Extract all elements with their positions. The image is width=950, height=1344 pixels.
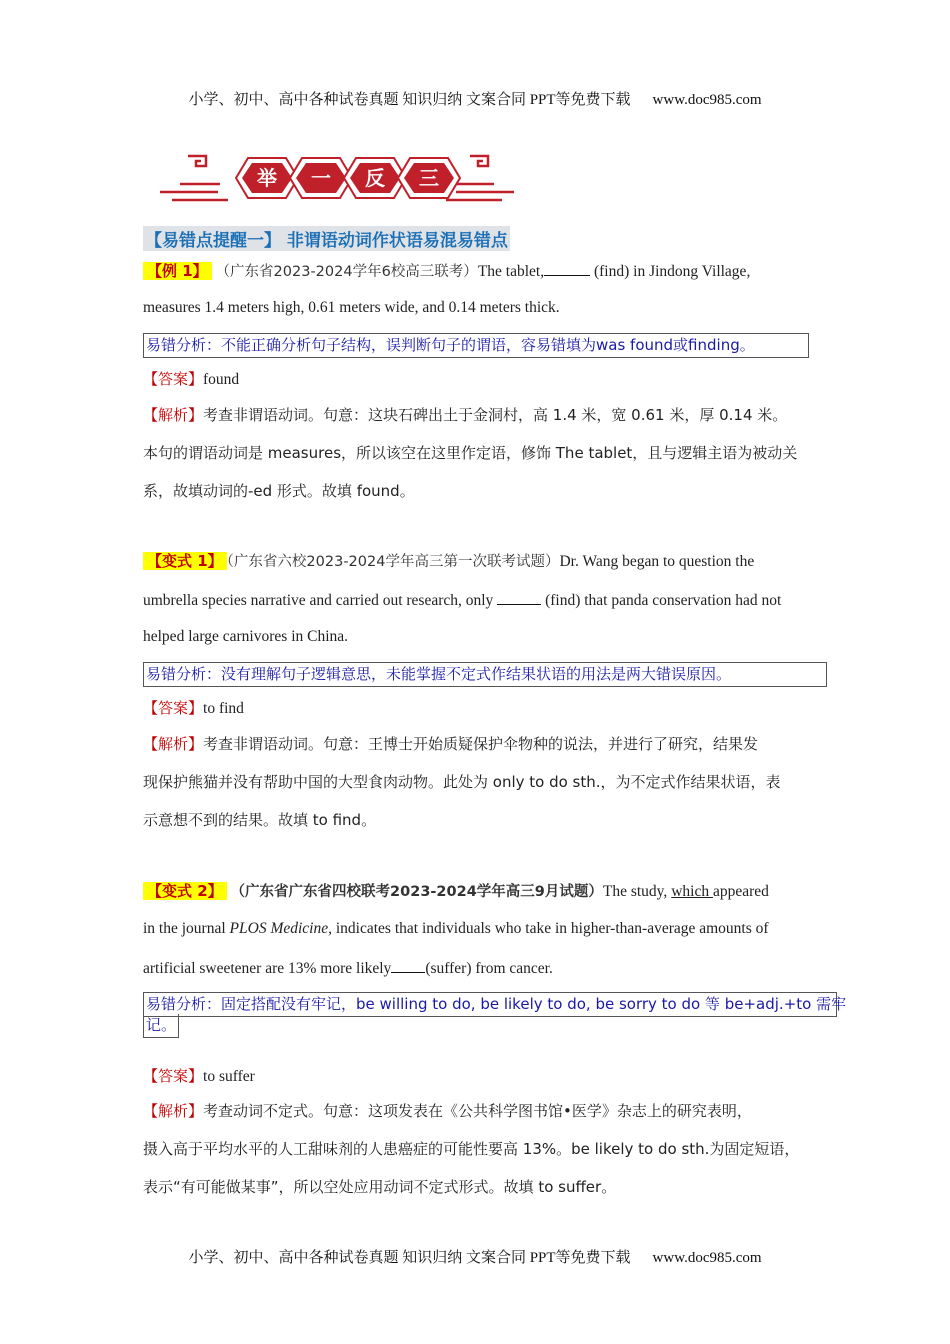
variant-1-source: （广东省六校2023-2024学年高三第一次联考试题） (226, 554, 560, 570)
variant-2-text-6: (suffer) from cancer. (425, 960, 553, 977)
variant-2-analysis-line-2: 摄入高于平均水平的人工甜味剂的人患癌症的可能性要高 13%。be likely to do sth.为固定短语， (143, 1140, 800, 1158)
variant-2-text-5: artificial sweetener are 13% more likely (143, 960, 392, 977)
variant-2-text-2: appeared (712, 883, 769, 900)
answer-label: 【答案】 (143, 370, 204, 388)
error-label: 易错分析： (146, 665, 222, 683)
analysis-text: 考查非谓语动词。句意：王博士开始质疑保护伞物种的说法，并进行了研究，结果发 (203, 735, 759, 753)
banner-logo (158, 148, 518, 208)
variant-1-analysis-line-3: 示意想不到的结果。故填 to find。 (143, 811, 377, 829)
variant-1-error-analysis (143, 662, 827, 687)
answer-value: to find (203, 700, 244, 717)
variant-1-tag: 【变式 1】 (143, 552, 227, 570)
variant-1-question-line-2 (143, 589, 781, 611)
error-text: 固定搭配没有牢记，be willing to do, be likely to do, be sorry to do 等 be+adj.+to 需牢 (221, 995, 847, 1013)
error-text: 没有理解句子逻辑意思，未能掌握不定式作结果状语的用法是两大错误原因。 (221, 665, 732, 683)
banner-char-1: 举 (257, 166, 277, 190)
error-label: 易错分析： (146, 995, 222, 1013)
variant-1-text-3: (find) that panda conservation had not (541, 592, 782, 609)
answer-label: 【答案】 (143, 699, 204, 717)
variant-2-text-4: indicates that individuals who take in higher-than-average amounts of (331, 920, 769, 937)
analysis-text: 考查非谓语动词。句意：这块石碑出土于金洞村，高 1.4 米，宽 0.61 米，厚 0.14 米。 (203, 406, 788, 424)
variant-1-analysis-line-2: 现保护熊猫并没有帮助中国的大型食肉动物。此处为 only to do sth.，为不定式作结果状语，表 (143, 773, 781, 791)
variant-2-analysis-line-1 (143, 1101, 752, 1121)
example-1-question-line-2: measures 1.4 meters high, 0.61 meters wide, and 0.14 meters thick. (143, 299, 560, 316)
error-text-2: 记。 (146, 1016, 177, 1034)
banner-char-3: 反 (365, 166, 385, 190)
example-1-text-2: (find) in Jindong Village, (590, 263, 751, 280)
error-text: 不能正确分析句子结构，误判断句子的谓语，容易错填为was found或finding。 (221, 336, 755, 354)
variant-1-blank (497, 589, 541, 605)
variant-1-analysis-line-1 (143, 734, 758, 754)
analysis-label: 【解析】 (143, 1102, 204, 1120)
variant-1-text-2: umbrella species narrative and carried out research, only (143, 592, 498, 609)
variant-2-answer (143, 1066, 255, 1087)
error-label: 易错分析： (146, 336, 222, 354)
example-1-blank (544, 260, 590, 276)
banner-char-4: 三 (419, 166, 439, 190)
variant-2-question-line-3 (143, 957, 553, 979)
variant-2-analysis-line-3: 表示“有可能做某事”，所以空处应用动词不定式形式。故填 to suffer。 (143, 1178, 617, 1196)
footer-url[interactable]: www.doc985.com (652, 1250, 762, 1266)
answer-value: to suffer (203, 1068, 255, 1085)
variant-1-question-line-1 (143, 551, 754, 572)
banner-char-2: 一 (311, 166, 331, 190)
answer-value: found (203, 371, 240, 388)
example-1-error-analysis (143, 333, 809, 358)
example-1-question-line-1 (143, 260, 750, 282)
section-title: 【易错点提醒一】 非谓语动词作状语易混易错点 (143, 226, 510, 251)
footer-text: 小学、初中、高中各种试卷真题 知识归纳 文案合同 PPT等免费下载 (188, 1250, 631, 1266)
variant-2-error-analysis (143, 992, 847, 1017)
variant-2-text-3: in the journal (143, 920, 230, 937)
variant-2-question-line-2 (143, 919, 769, 939)
example-1-answer (143, 369, 239, 390)
variant-2-text: The study, (602, 883, 672, 900)
analysis-label: 【解析】 (143, 406, 204, 424)
variant-2-underlined: which (671, 883, 713, 900)
example-1-analysis-line-3: 系，故填动词的-ed 形式。故填 found。 (143, 482, 415, 500)
journal-name: PLOS Medicine, (229, 920, 332, 937)
variant-1-answer (143, 698, 244, 719)
example-1-source: （广东省2023-2024学年6校高三联考） (215, 264, 478, 280)
analysis-label: 【解析】 (143, 735, 204, 753)
page-footer (0, 1246, 950, 1267)
header-url[interactable]: www.doc985.com (652, 92, 762, 108)
answer-label: 【答案】 (143, 1067, 204, 1085)
variant-1-text: Dr. Wang began to question the (559, 553, 755, 570)
variant-2-question-line-1 (143, 881, 769, 902)
header-text: 小学、初中、高中各种试卷真题 知识归纳 文案合同 PPT等免费下载 (188, 92, 631, 108)
variant-2-source: （广东省广东省四校联考2023-2024学年高三9月试题） (230, 884, 603, 900)
example-1-analysis-line-1 (143, 405, 787, 425)
variant-2-tag: 【变式 2】 (143, 882, 227, 900)
variant-2-error-analysis-cont (143, 1014, 179, 1038)
example-1-analysis-line-2: 本句的谓语动词是 measures，所以该空在这里作定语，修饰 The tablet，且与逻辑主语为被动关 (143, 444, 798, 462)
example-1-tag: 【例 1】 (143, 262, 212, 280)
variant-1-question-line-3: helped large carnivores in China. (143, 628, 349, 645)
analysis-text: 考查动词不定式。句意：这项发表在《公共科学图书馆•医学》杂志上的研究表明， (203, 1102, 752, 1120)
example-1-text: The tablet, (477, 263, 545, 280)
page-header (0, 88, 950, 109)
variant-2-blank (391, 957, 425, 973)
